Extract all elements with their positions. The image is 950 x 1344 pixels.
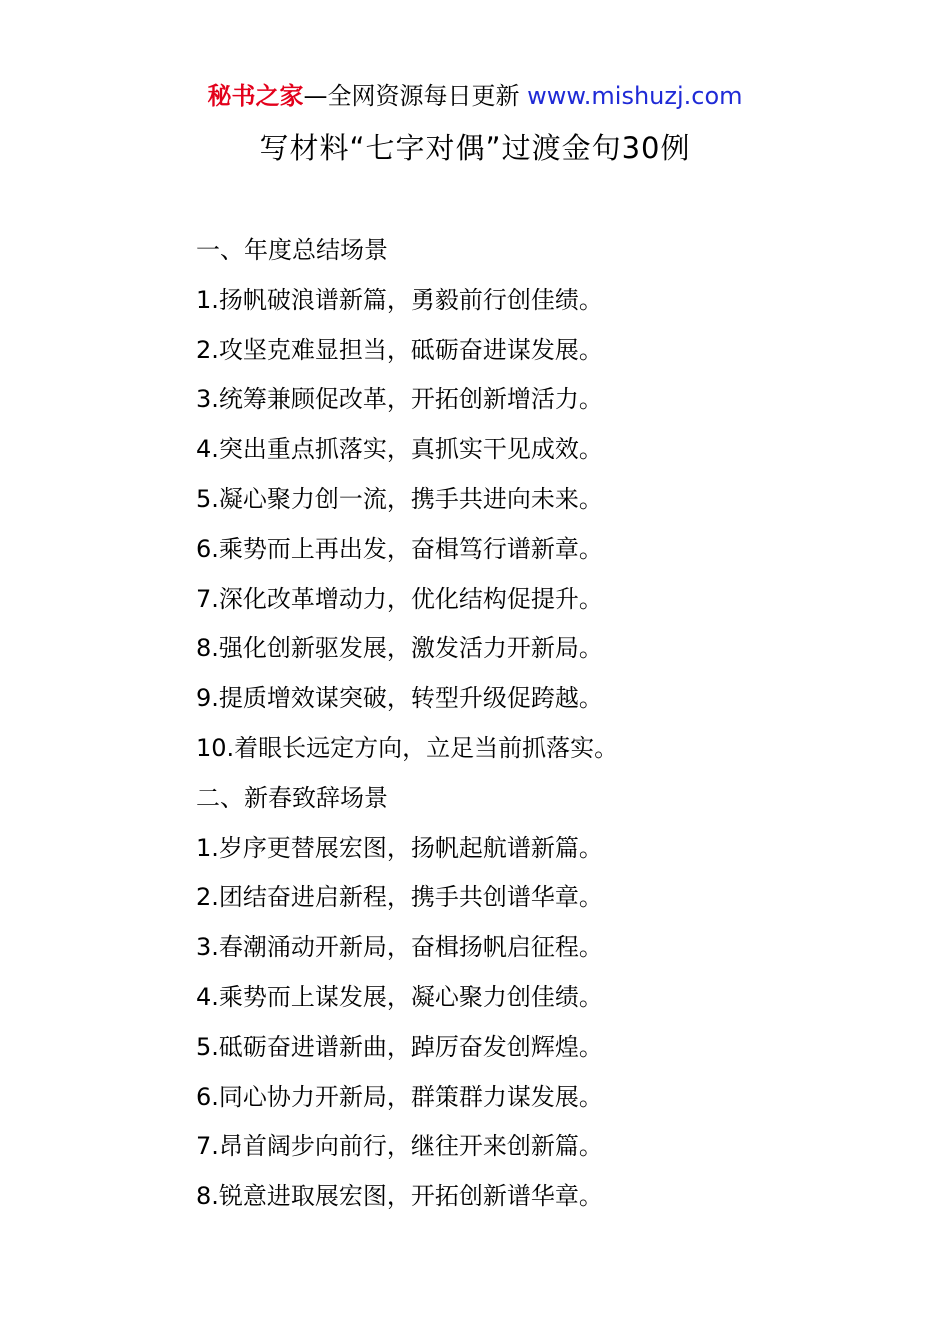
document-body — [196, 226, 896, 1222]
list-item: 10.着眼长远定方向，立足当前抓落实。 — [196, 733, 619, 762]
list-item: 3.统筹兼顾促改革，开拓创新增活力。 — [196, 385, 603, 414]
list-item: 1.扬帆破浪谱新篇，勇毅前行创佳绩。 — [196, 285, 603, 314]
list-item: 4.突出重点抓落实，真抓实干见成效。 — [196, 435, 603, 464]
list-item: 5.凝心聚力创一流，携手共进向未来。 — [196, 484, 603, 513]
site-url-link[interactable]: www.mishuzj.com — [527, 82, 743, 110]
list-item: 7.深化改革增动力，优化结构促提升。 — [196, 584, 603, 613]
list-item: 2.攻坚克难显担当，砥砺奋进谋发展。 — [196, 335, 603, 364]
section-heading: 二、新春致辞场景 — [196, 783, 388, 812]
document-title: 写材料“七字对偶”过渡金句30例 — [259, 131, 691, 165]
list-item: 5.砥砺奋进谱新曲，踔厉奋发创辉煌。 — [196, 1032, 603, 1061]
site-tagline: —全网资源每日更新 — [303, 82, 528, 110]
list-item: 4.乘势而上谋发展，凝心聚力创佳绩。 — [196, 982, 603, 1011]
list-item: 2.团结奋进启新程，携手共创谱华章。 — [196, 883, 603, 912]
list-item: 8.锐意进取展宏图，开拓创新谱华章。 — [196, 1182, 603, 1211]
list-item: 1.岁序更替展宏图，扬帆起航谱新篇。 — [196, 833, 603, 862]
list-item: 8.强化创新驱发展，激发活力开新局。 — [196, 634, 603, 663]
list-item: 7.昂首阔步向前行，继往开来创新篇。 — [196, 1132, 603, 1161]
list-item: 3.春潮涌动开新局，奋楫扬帆启征程。 — [196, 933, 603, 962]
list-item: 6.同心协力开新局，群策群力谋发展。 — [196, 1082, 603, 1111]
list-item: 6.乘势而上再出发，奋楫笃行谱新章。 — [196, 534, 603, 563]
section-heading: 一、年度总结场景 — [196, 236, 388, 264]
site-header — [0, 78, 950, 114]
list-item: 9.提质增效谋突破，转型升级促跨越。 — [196, 684, 603, 713]
site-brand: 秘书之家 — [207, 82, 304, 110]
